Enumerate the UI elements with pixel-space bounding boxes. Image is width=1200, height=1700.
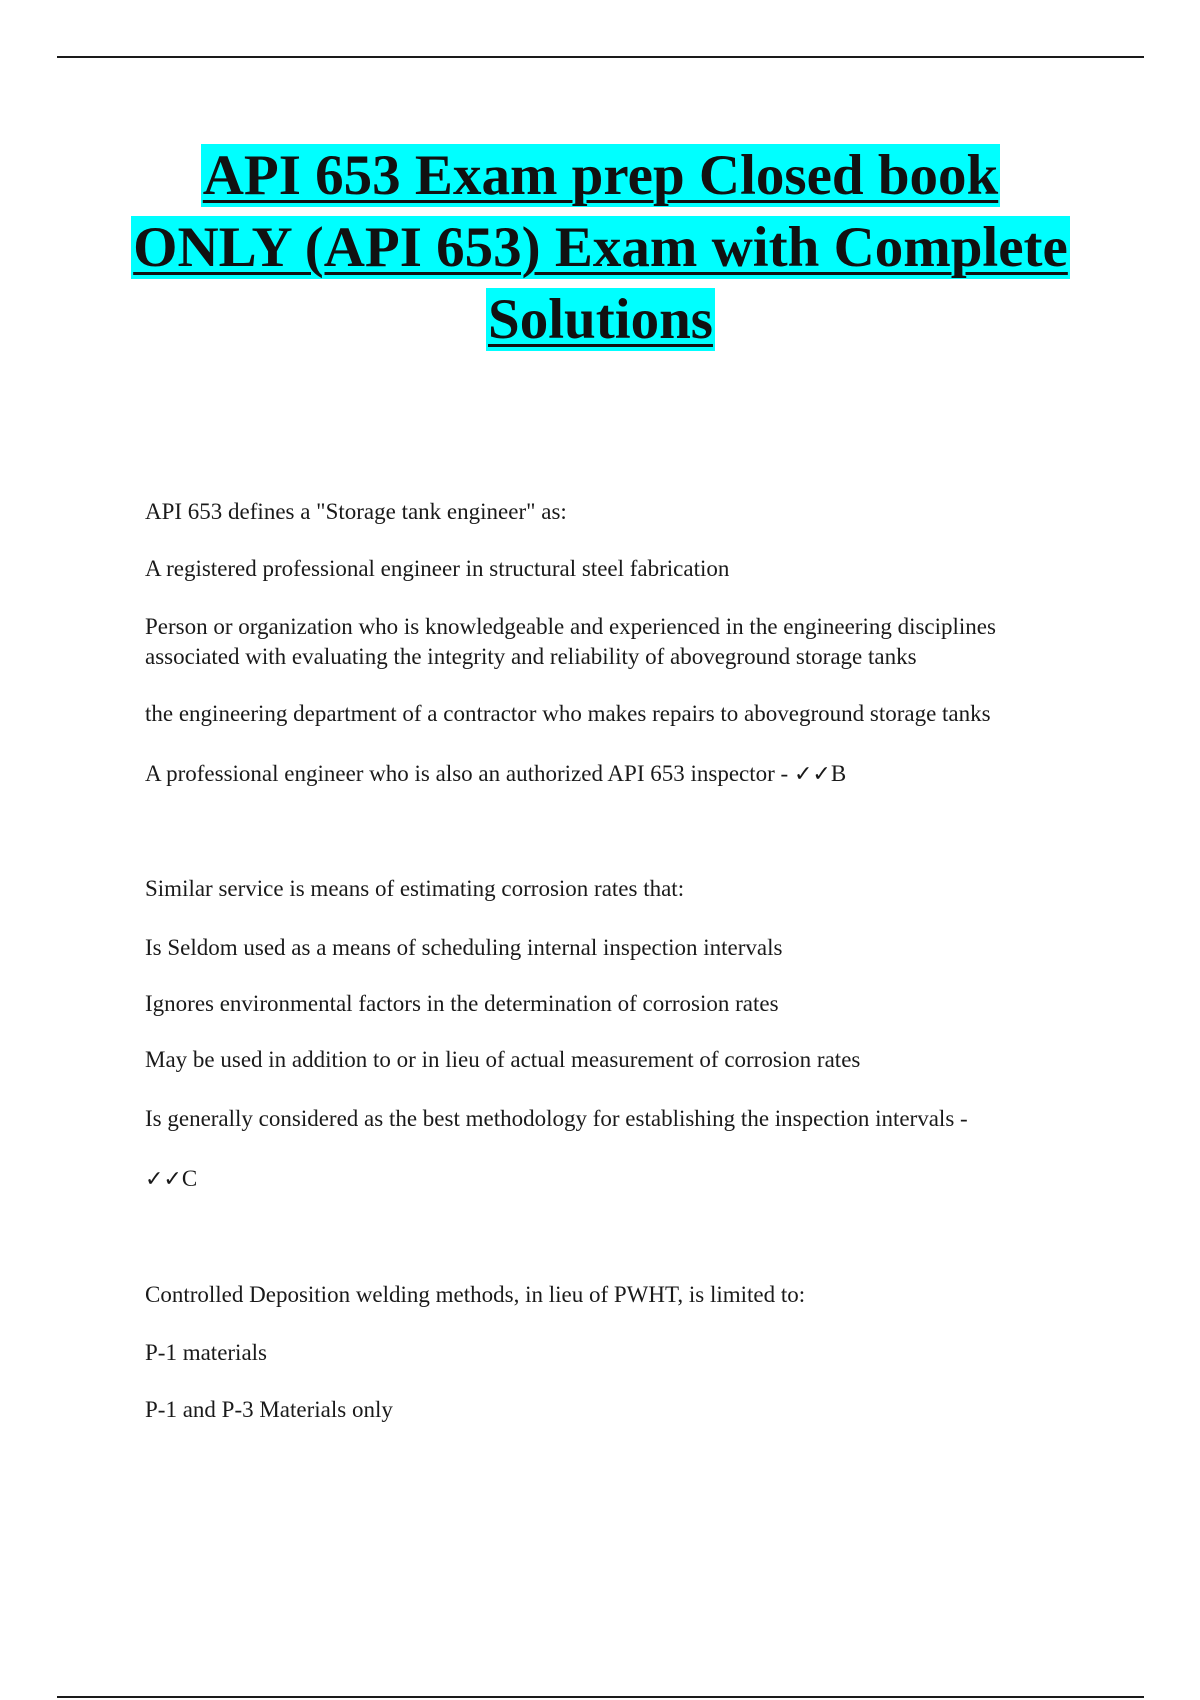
title-line-1: API 653 Exam prep Closed book	[202, 144, 999, 207]
title-line-3: Solutions	[488, 288, 713, 351]
checkmark-icon: ✓✓	[793, 762, 831, 787]
document-title	[57, 140, 1144, 356]
question-3-option-b: P-1 and P-3 Materials only	[145, 1397, 393, 1422]
question-2-option-c: May be used in addition to or in lieu of actual measurement of corrosion rates	[145, 1047, 861, 1072]
bottom-rule	[57, 1696, 1144, 1698]
question-1-option-c: the engineering department of a contractor who makes repairs to aboveground storage tanks	[145, 701, 991, 726]
question-3-prompt: Controlled Deposition welding methods, in lieu of PWHT, is limited to:	[145, 1282, 806, 1307]
question-2-prompt: Similar service is means of estimating corrosion rates that:	[145, 876, 685, 901]
question-3-option-a: P-1 materials	[145, 1340, 267, 1365]
question-1-option-b: Person or organization who is knowledgeable and experienced in the engineering disciplines associated with evaluating the integrity and reliability of aboveground storage tanks	[145, 614, 996, 669]
question-2-option-a: Is Seldom used as a means of scheduling internal inspection intervals	[145, 935, 783, 960]
question-2-option-d: Is generally considered as the best methodology for establishing the inspection intervals -	[145, 1106, 968, 1131]
top-rule	[57, 56, 1144, 58]
question-1-answer: B	[830, 761, 847, 786]
checkmark-icon: ✓✓	[145, 1167, 182, 1192]
title-line-2: ONLY (API 653) Exam with Complete	[133, 216, 1068, 279]
question-2-answer: C	[181, 1166, 198, 1191]
question-2-option-b: Ignores environmental factors in the determination of corrosion rates	[145, 991, 779, 1016]
question-1-option-d: A professional engineer who is also an authorized API 653 inspector - ✓✓B	[145, 761, 847, 787]
question-1-prompt: API 653 defines a "Storage tank engineer" as:	[145, 499, 567, 524]
question-1-option-a: A registered professional engineer in structural steel fabrication	[145, 556, 730, 581]
question-2-answer-line	[145, 1164, 1065, 1195]
